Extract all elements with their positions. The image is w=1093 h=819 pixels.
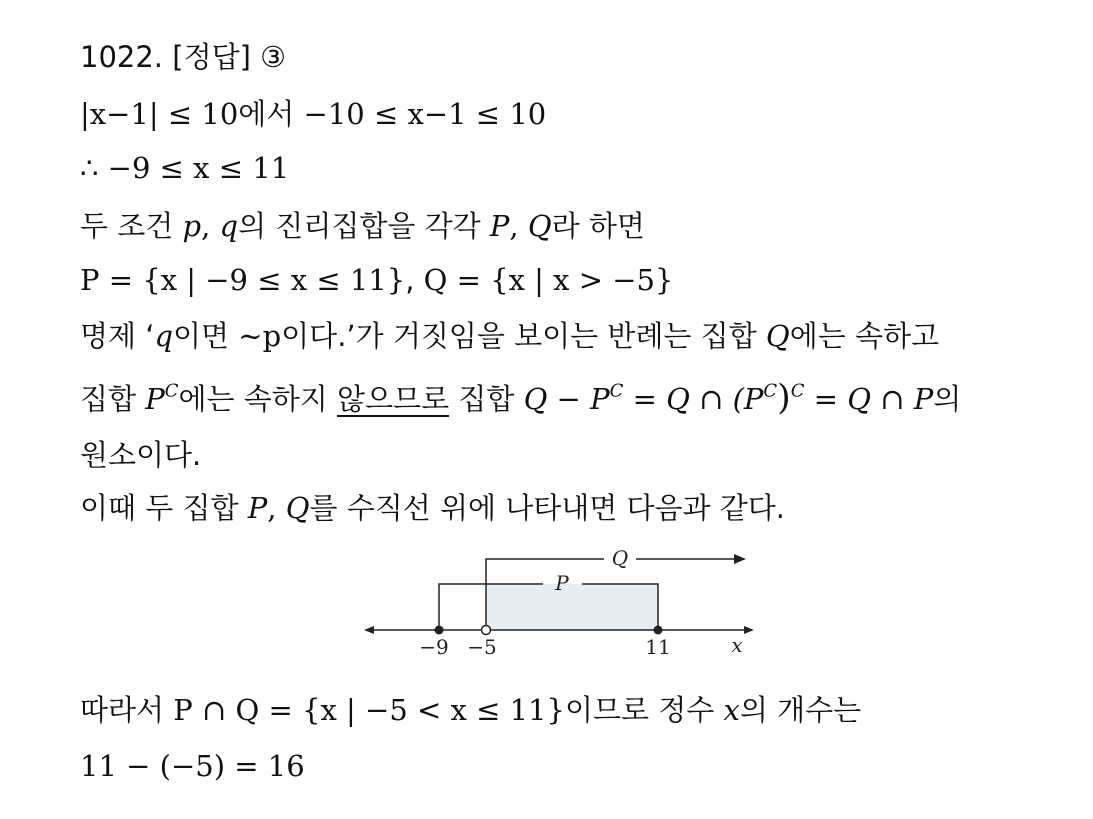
number-line-intro [80,488,785,528]
sentence-text: 원소이다. [80,438,202,472]
sentence-text: 따라서 [80,693,165,727]
sentence-text: 에는 속하지 [178,382,328,416]
set-Q: Q [527,209,552,243]
count-expression: 11 − (−5) = 16 [80,749,305,783]
comma: , [509,209,519,243]
axis-right-arrow [744,626,754,634]
comma: , [405,263,415,297]
closed-point-minus9 [435,626,444,635]
sentence-text: 의 [933,382,962,416]
tick-label: −9 [419,635,449,659]
paren: ) [777,378,791,418]
Q-definition: Q = {x | x > −5} [423,263,674,297]
sentence-text: 집합 [458,382,515,416]
not-p: ∼p [238,319,282,353]
complement-sup: C [790,380,805,402]
sentence-text: 의 진리집합을 각각 [238,209,481,243]
x-range: −9 ≤ x ≤ 11 [107,151,290,185]
set-P: P [247,491,268,525]
sentence-text: 이다.’가 거짓임을 보이는 반례는 집합 [281,319,757,353]
intersection-shade [486,584,658,630]
sentence-text: 에는 속하고 [789,319,939,353]
answer-label: [정답] [172,40,251,74]
sentence-text: 라 하면 [551,209,645,243]
sentence-text: 이때 두 집합 [80,491,239,525]
comma: , [267,491,277,525]
P-definition: P = {x | −9 ≤ x ≤ 11} [80,263,406,297]
sentence-text: 의 개수는 [739,693,862,727]
element-sentence [80,435,201,475]
abs-inequality-line [80,94,546,134]
set-P: P [489,209,510,243]
answer-value: ③ [260,40,287,74]
complement-sup: C [609,380,624,402]
var-q: q [219,209,239,243]
sentence-text: 이면 [173,319,230,353]
counterexample-sentence [80,316,939,356]
underlined-text: 않으므로 [337,382,450,416]
range-expression: −10 ≤ x−1 ≤ 10 [303,97,547,131]
set-definitions [80,260,673,300]
sentence-text: 를 수직선 위에 나타내면 다음과 같다. [309,491,785,525]
problem-number: 1022. [80,40,164,74]
Q-arrow [734,554,746,564]
comma: , [201,209,211,243]
expr-part: Q − P [523,382,610,416]
set-Q: Q [285,491,310,525]
P-label: P [555,571,569,595]
var-p: p [182,209,202,243]
expr-part: = Q ∩ P [813,382,934,416]
intersection-sentence [80,690,861,730]
open-point-minus5 [482,626,491,635]
truth-set-sentence [80,206,645,246]
complement-sup: C [164,380,179,402]
tick-label: −5 [467,635,497,659]
text-in: 에서 [238,97,295,131]
var-x: x [723,693,740,727]
sentence-text: 이므로 정수 [564,693,715,727]
closed-point-11 [654,626,663,635]
set-difference-sentence [80,378,961,419]
set-Q: Q [765,319,790,353]
expr-part: = Q ∩ (P [632,382,764,416]
sentence-text: 집합 [80,382,137,416]
intersection-expression: P ∩ Q = {x | −5 < x ≤ 11} [173,693,565,727]
Q-label: Q [611,546,629,570]
count-result [80,746,305,786]
complement-sup: C [763,380,778,402]
var-q: q [154,319,174,353]
set-P: P [145,382,165,416]
set-expression [523,378,934,418]
sentence-text: 명제 ‘ [80,319,155,353]
x-axis-label: x [731,633,743,657]
abs-expression: |x−1| ≤ 10 [80,97,239,131]
tick-label: 11 [645,635,671,659]
number-line-diagram [360,538,760,668]
therefore-symbol: ∴ [80,151,99,185]
axis-left-arrow [364,626,374,634]
therefore-line [80,148,289,188]
problem-header [80,37,286,77]
sentence-text: 두 조건 [80,209,174,243]
